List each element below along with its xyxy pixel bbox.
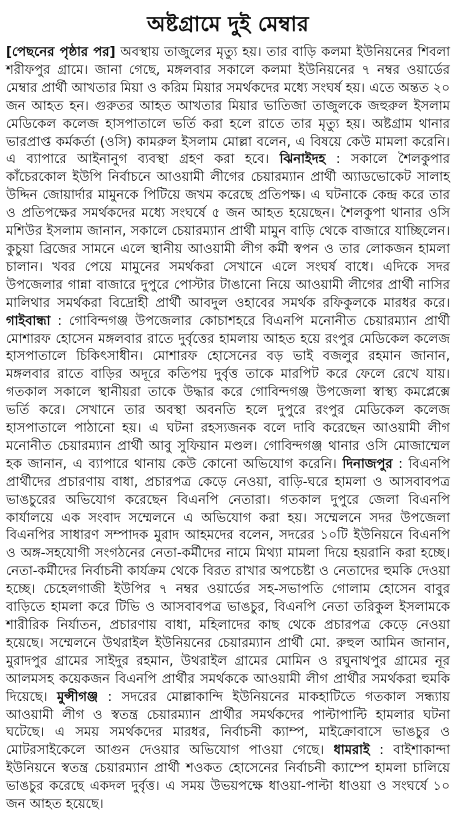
body-text-gaibandha: : গোবিন্দগঞ্জ উপজেলার কোচাশহরে বিএনপি মনোনীত চেয়ারম্যান প্রার্থী মোশারফ হোসেন মঙ্গলবার রাতে দুর্বৃত্তের হামলায় আহত হয়ে রংপুর মেডিকেল কলেজ হাসপাতালে চিকিৎসাধীন। মোশারফ হোসেনের বড় ভাই বজলুর রহমান জানান, মঙ্গলবার রাতে বাড়ির অদূরে কতিপয় দুর্বৃত্ত তাকে মারপিট করে ফেলে রেখে যায়। গতকাল সকালে স্থানীয়রা তাকে উদ্ধার করে গোবিন্দগঞ্জ উপজেলা স্বাস্থ্য কমপ্লেক্সে ভর্তি করে। সেখানে তার অবস্থা অবনতি হলে দুপুরে রংপুর মেডিকেল কলেজ হাসপাতালে পাঠানো হয়। এ ঘটনা রহস্যজনক বলে দাবি করেছেন আওয়ামী লীগ মনোনীত চেয়ারম্যান প্রার্থী আবু সুফিয়ান মণ্ডল। গোবিন্দগঞ্জ থানার ওসি মোজাম্মেল হক জানান, এ ব্যাপারে থানায় কেউ কোনো অভিযোগ করেনি। [6,313,450,472]
dateline-dhamrai: ধামরাই [333,743,370,759]
article-body [6,44,450,814]
article-headline: অষ্টগ্রামে দুই মেম্বার [147,12,309,36]
body-text-jhenaidah: : সকালে শৈলকুপার কাঁচেরকোল ইউপি নির্বাচনে আওয়ামী লীগের চেয়ারম্যান প্রার্থী অ্যাডভোকেট সালাহ উদ্দিন জোয়ার্দার মামুনকে পিটিয়ে জখম করেছে প্রতিপক্ষ। এ ঘটনাকে কেন্দ্র করে তার ও প্রতিপক্ষের সমর্থকদের মধ্যে সংঘর্ষে ৫ জন আহত হয়েছেন। শৈলকুপা থানার ওসি মশিউর ইসলাম জানান, সকালে চেয়ারম্যান প্রার্থী মামুন বাড়ি থেকে বাজারে যাচ্ছিলেন। কুচুয়া ব্রিজের সামনে এলে স্থানীয় আওয়ামী লীগ কর্মী স্বপন ও তার লোকজন হামলা চালান। খবর পেয়ে মামুনের সমর্থকরা সেখানে এলে সংঘর্ষ বাধে। এদিকে সদর উপজেলার গান্না বাজারে দুপুরে পোস্টার টাঙানো নিয়ে আওয়ামী লীগের প্রার্থী নাসির মালিথার সমর্থকরা বিদ্রোহী প্রার্থী আবদুল ওহাবের সমর্থক রফিকুলকে মারধর করে। [6,152,450,311]
dateline-gaibandha: গাইবান্ধা [6,313,51,329]
continued-from-kicker: [পেছনের পৃষ্ঠার পর] [6,45,116,60]
dateline-dinajpur: দিনাজপুর [342,456,393,472]
body-text-dhamrai: : বাইশাকান্দা ইউনিয়নে স্বতন্ত্র চেয়ারম্যান প্রার্থী শওকত হোসেনের নির্বাচনী ক্যাম্পে হামলা চালিয়ে ভাঙচুর করেছে একদল দুর্বৃত্ত। এ সময় উভয়পক্ষে ধাওয়া-পাল্টা ধাওয়া ও সংঘর্ষে ১০ জন আহত হয়েছে। [6,743,451,813]
body-text-osthogram: অবস্থায় তাজুলের মৃত্যু হয়। তার বাড়ি কলমা ইউনিয়নের শিবলা শরীফপুর গ্রামে। জানা গেছে, মঙ্গলবার সকালে কলমা ইউনিয়নের ৭ নম্বর ওয়ার্ডের মেম্বার প্রার্থী আখতার মিয়া ও করিম মিয়ার সমর্থকদের মধ্যে সংঘর্ষ হয়। এতে অন্তত ২০ জন আহত হন। গুরুতর আহত আখতার মিয়ার ভাতিজা তাজুলকে জহুরুল ইসলাম মেডিকেল কলেজ হাসপাতালে ভর্তি করা হলে রাতে তার মৃত্যু হয়। অষ্টগ্রাম থানার ভারপ্রাপ্ত কর্মকর্তা (ওসি) কামরুল ইসলাম মোল্লা বলেন, এ বিষয়ে কেউ মামলা করেনি। এ ব্যাপারে আইনানুগ ব্যবস্থা গ্রহণ করা হবে। [6,45,450,168]
body-text-munshiganj: : সদরের মোল্লাকান্দি ইউনিয়নের মাকহাটিতে গতকাল সন্ধ্যায় আওয়ামী লীগ ও স্বতন্ত্র চেয়ারম্যান প্রার্থীর সমর্থকদের পাল্টাপাল্টি হামলার ঘটনা ঘটেছে। এ সময় সমর্থকদের মারধর, নির্বাচনী ক্যাম্প, মাইক্রোবাসে ভাঙচুর ও মোটরসাইকেলে আগুন দেওয়ার অভিযোগ পাওয়া গেছে। [6,689,450,759]
dateline-munshiganj: মুন্সীগঞ্জ [57,689,99,705]
dateline-jhenaidah: ঝিনাইদহ [279,152,326,168]
body-text-dinajpur: : বিএনপি প্রার্থীদের প্রচারণায় বাধা, প্রচারপত্র কেড়ে নেওয়া, বাড়ি-ঘরে হামলা ও আসবাবপত্র ভাঙচুরের অভিযোগ করেছেন বিএনপি নেতারা। গতকাল দুপুরে জেলা বিএনপি কার্যালয়ে এক সংবাদ সম্মেলনে এ অভিযোগ করা হয়। সম্মেলনে সদর উপজেলা বিএনপির সাধারণ সম্পাদক মুরাদ আহমদের বলেন, সদরের ১০টি ইউনিয়নে বিএনপি ও অঙ্গ-সহযোগী সংগঠনের নেতা-কর্মীদের নামে মিথ্যা মামলা দিয়ে হয়রানি করা হচ্ছে। নেতা-কর্মীদের নির্বাচনী কার্যক্রম থেকে বিরত রাখার অপচেষ্টা ও নেতাদের হুমকি দেওয়া হচ্ছে। চেহেলগাজী ইউপির ৭ নম্বর ওয়ার্ডের সহ-সভাপতি গোলাম হোসেন বাবুর বাড়িতে হামলা করে টিভি ও আসবাবপত্র ভাঙচুর, বিএনপি নেতা তরিকুল ইসলামকে শারীরিক নির্যাতন, প্রচারণায় বাধা, মহিলাদের কাছ থেকে প্রচারপত্র কেড়ে নেওয়া হয়েছে। সম্মেলনে উথরাইল ইউনিয়নের চেয়ারম্যান প্রার্থী মো. রুহুল আমিন জানান, মুরাদপুর গ্রামের সাইদুর রহমান, উথরাইল গ্রামের মোমিন ও রঘুনাথপুর গ্রামের নূর আলমসহ কয়েকজন বিএনপি প্রার্থীর সমর্থককে আওয়ামী লীগ প্রার্থীর সমর্থকরা হুমকি দিয়েছে। [6,456,450,705]
